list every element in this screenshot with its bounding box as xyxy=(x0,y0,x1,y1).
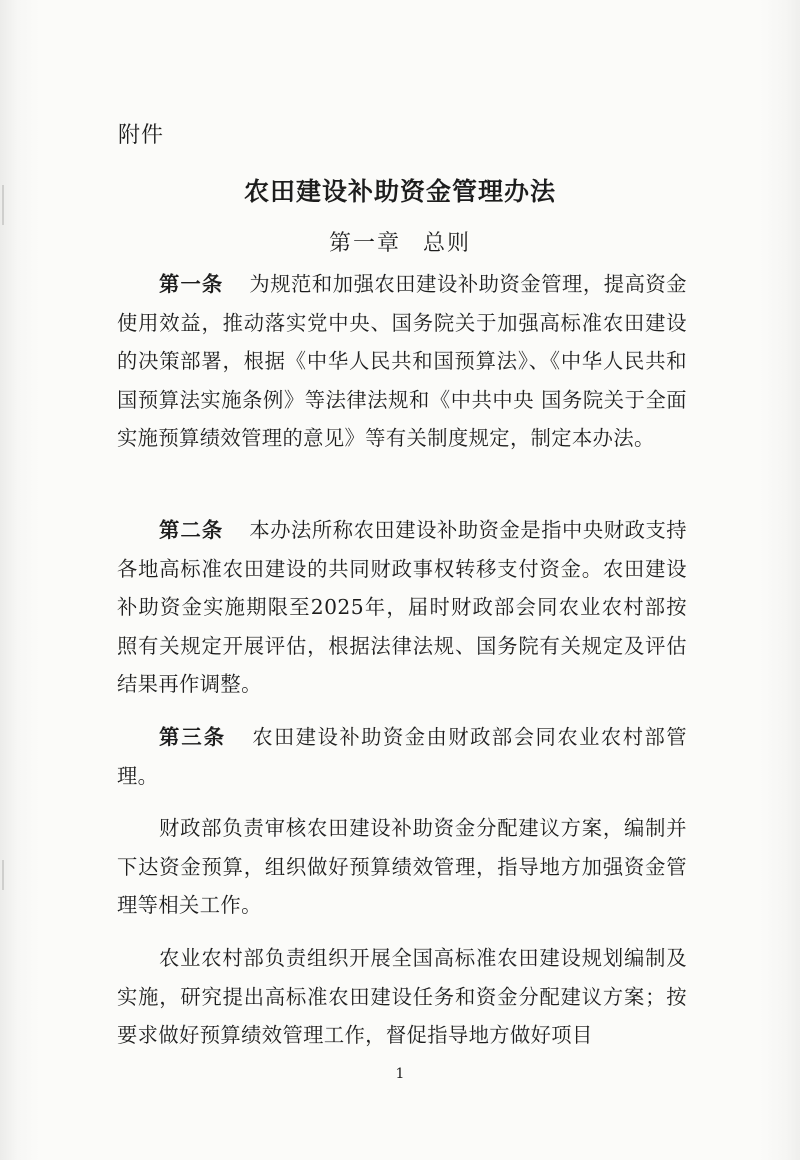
article-text: 本办法所称农田建设补助资金是指中央财政支持各地高标准农田建设的共同财政事权转移支付资金。农田建设补助资金实施期限至2025年，届时财政部会同农业农村部按照有关规定开展评估，根据法律法规、国务院有关规定及评估结果再作调整。 xyxy=(117,518,687,696)
article-text: 农田建设补助资金由财政部会同农业农村部管理。 xyxy=(117,725,687,788)
article-paragraph xyxy=(117,718,687,795)
chapter-name: 总则 xyxy=(423,231,472,256)
chapter-heading xyxy=(0,226,800,257)
article-label: 第一条 xyxy=(159,272,224,296)
body-paragraph xyxy=(117,939,687,1055)
paragraph-text: 财政部负责审核农田建设补助资金分配建议方案，编制并下达资金预算，组织做好预算绩效管理，指导地方加强资金管理等相关工作。 xyxy=(117,816,687,917)
page-number: 1 xyxy=(395,1066,405,1082)
article-label: 第二条 xyxy=(159,518,224,542)
article-text: 为规范和加强农田建设补助资金管理，提高资金使用效益，推动落实党中央、国务院关于加强高标准农田建设的决策部署，根据《中华人民共和国预算法》、《中华人民共和国预算法实施条例》等法律法规和《中共中央 国务院关于全面实施预算绩效管理的意见》等有关制度规定，制定本办法。 xyxy=(117,272,687,450)
body-paragraph xyxy=(117,809,687,925)
scan-edge-mark xyxy=(2,860,4,890)
document-title: 农田建设补助资金管理办法 xyxy=(243,177,556,206)
article-label: 第三条 xyxy=(159,725,227,749)
article-paragraph xyxy=(117,265,687,458)
annex-label: 附件 xyxy=(118,123,165,148)
article-paragraph xyxy=(117,511,687,704)
chapter-number: 第一章 xyxy=(328,231,401,256)
paragraph-text: 农业农村部负责组织开展全国高标准农田建设规划编制及实施，研究提出高标准农田建设任务和资金分配建议方案；按要求做好预算绩效管理工作，督促指导地方做好项目 xyxy=(117,946,687,1047)
